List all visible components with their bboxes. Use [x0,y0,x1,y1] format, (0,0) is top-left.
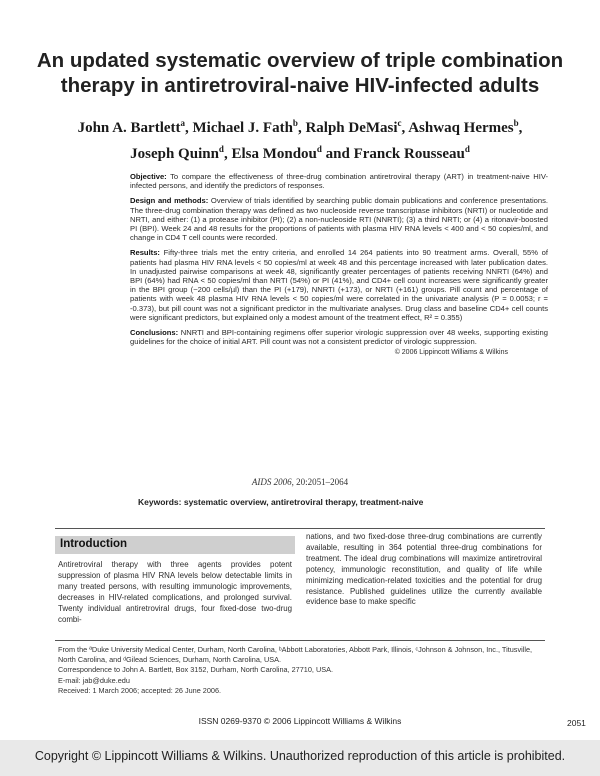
footnote [58,645,548,696]
author-affiliation-mark: c [397,118,402,128]
affiliations: From the ªDuke University Medical Center, Durham, North Carolina, ᵇAbbott Laboratories, Abbott Park, Illinois, ᶜJohnson & Johnson, Inc., Titusville, North Carolina, and ᵈGilead Sciences, Durham, North Carolina, USA. [58,645,533,665]
author-name: Elsa Mondou [231,146,317,162]
author-name: Michael J. Fath [192,120,293,136]
intro-column-right: nations, and two fixed-dose three-drug combinations are currently available, resulting in 364 potential three-drug combinations for treatment. The ideal drug combinations will maximize antiretroviral potency, immunologic reconstitution, and quality of life while minimizing medication-related toxicities and the potential for drug resistance. Published guidelines utilize the currently available evidence base to make specific [306,532,542,607]
objective-label: Objective: [130,172,167,181]
abstract-conclusions [130,328,548,346]
introduction-heading: Introduction [60,538,128,550]
author-affiliation-mark: d [218,144,224,154]
abstract-copyright: © 2006 Lippincott Williams & Wilkins [394,349,508,357]
author-line-1 [40,113,560,139]
intro-column-left: Antiretroviral therapy with three agents provides potent suppression of plasma HIV RNA levels below detectable limits in many treated persons, with resulting immunologic improvements, decreases in HIV-related complications, and prolonged survival. Twenty individual antiretroviral drugs, four fixed-dose two-drug combi- [58,560,292,624]
author-affiliation-mark: a [180,118,186,128]
page-number: 2051 [567,718,586,728]
author-separator: , [185,120,193,136]
section-divider [55,528,545,529]
received-dates: Received: 1 March 2006; accepted: 26 June 2006. [58,685,222,695]
author-affiliation-mark: b [513,118,519,128]
abstract-results [130,248,548,322]
keywords [138,497,423,507]
conclusions-label: Conclusions: [130,328,179,338]
journal-reference [0,477,600,487]
conclusions-text: NNRTI and BPI-containing regimens offer superior virologic suppression over 48 weeks, supporting existing guidelines for the choice of initial ART. Pill count was not a consistent predictor of virologic suppression. [130,328,548,347]
author-name: Joseph Quinn [130,146,219,162]
design-text: Overview of trials identified by searching public domain publications and conference presentations. The three-drug combination therapy was defined as two nucleoside reverse transcriptase inhibitors (NRTI) or nucleotide and NRTI, and either: (1) a protease inhibitor (PI); (2) a non-nucleoside RTI (NNRTI); (3) a third NRTI; or (4) a ritonavir-boosted PI (BPI). Week 24 and 48 results for the proportions of patients with plasma HIV RNA levels < 400 and < 50 copies/ml, and change in CD4 T cell counts were recorded. [130,196,548,243]
author-separator: , [297,120,306,136]
abstract [130,172,548,358]
email: E-mail: jab@duke.edu [58,675,130,685]
author-affiliation-mark: d [316,144,322,154]
journal-pages: 20:2051–2064 [296,477,349,487]
results-text: Fifty-three trials met the entry criteria, and enrolled 14 264 patients into 90 treatment arms. Overall, 55% of patients had plasma HIV RNA levels < 50 copies/ml at week 48 and this percentage increased with later publication dates. In unadjusted pairwise comparisons at week 48, significantly greater percentages of patients receiving NNRTI (64%) and BPI (64%) had RNA < 50 copies/ml than NRTI (54%) or PI (41%), and CD4+ cell count increases were significantly greater in the BPI group (~200 cells/µl) than the PI (+179), NNRTI (+173), or NRTI (+161) groups. Pill count and percentage of patients with week 48 plasma HIV RNA levels < 50 copies/ml were correlated in the univariate analysis (P = 0.0053; r = -0.373), but pill count was not a significant predictor in the multivariate analyses. Drug class and baseline CD4+ cell counts were significant predictors, but explained only a modest amount of the treatment effect, R² = 0.355) [130,248,548,322]
journal-name: AIDS 2006, [251,477,294,487]
footnote-divider [55,640,545,641]
author-affiliation-mark: b [292,118,298,128]
keywords-text: systematic overview, antiretroviral therapy, treatment-naive [183,497,424,507]
author-separator: , [401,120,409,136]
author-name: Franck Rousseau [353,146,465,162]
design-label: Design and methods: [130,196,209,206]
issn-line: ISSN 0269-9370 © 2006 Lippincott Williams & Wilkins [198,716,402,726]
article-title [0,48,600,98]
objective-text: To compare the effectiveness of three-drug combination antiretroviral therapy (ART) in treatment-naive HIV-infected persons, and identify the predictors of responses. [130,172,548,191]
correspondence: Correspondence to John A. Bartlett, Box 3152, Durham, North Carolina, 27710, USA. [58,665,334,675]
author-name: Ralph DeMasi [305,120,398,136]
author-name: John A. Bartlett [77,120,181,136]
author-separator: and [321,146,354,162]
author-affiliation-mark: d [464,144,470,154]
title-line-2: therapy in antiretroviral-naive HIV-infected adults [60,74,540,97]
author-line-2 [40,139,560,165]
title-line-1: An updated systematic overview of triple combination [36,49,564,72]
abstract-design [130,196,548,242]
author-separator: , [518,120,523,136]
author-name: Ashwaq Hermes [408,120,514,136]
abstract-objective [130,172,548,190]
results-label: Results: [130,248,160,258]
author-separator: , [223,146,232,162]
copyright-notice: Copyright © Lippincott Williams & Wilkins. Unauthorized reproduction of this article is prohibited. [34,749,566,763]
keywords-label: Keywords: [138,497,182,507]
author-list [40,113,560,165]
